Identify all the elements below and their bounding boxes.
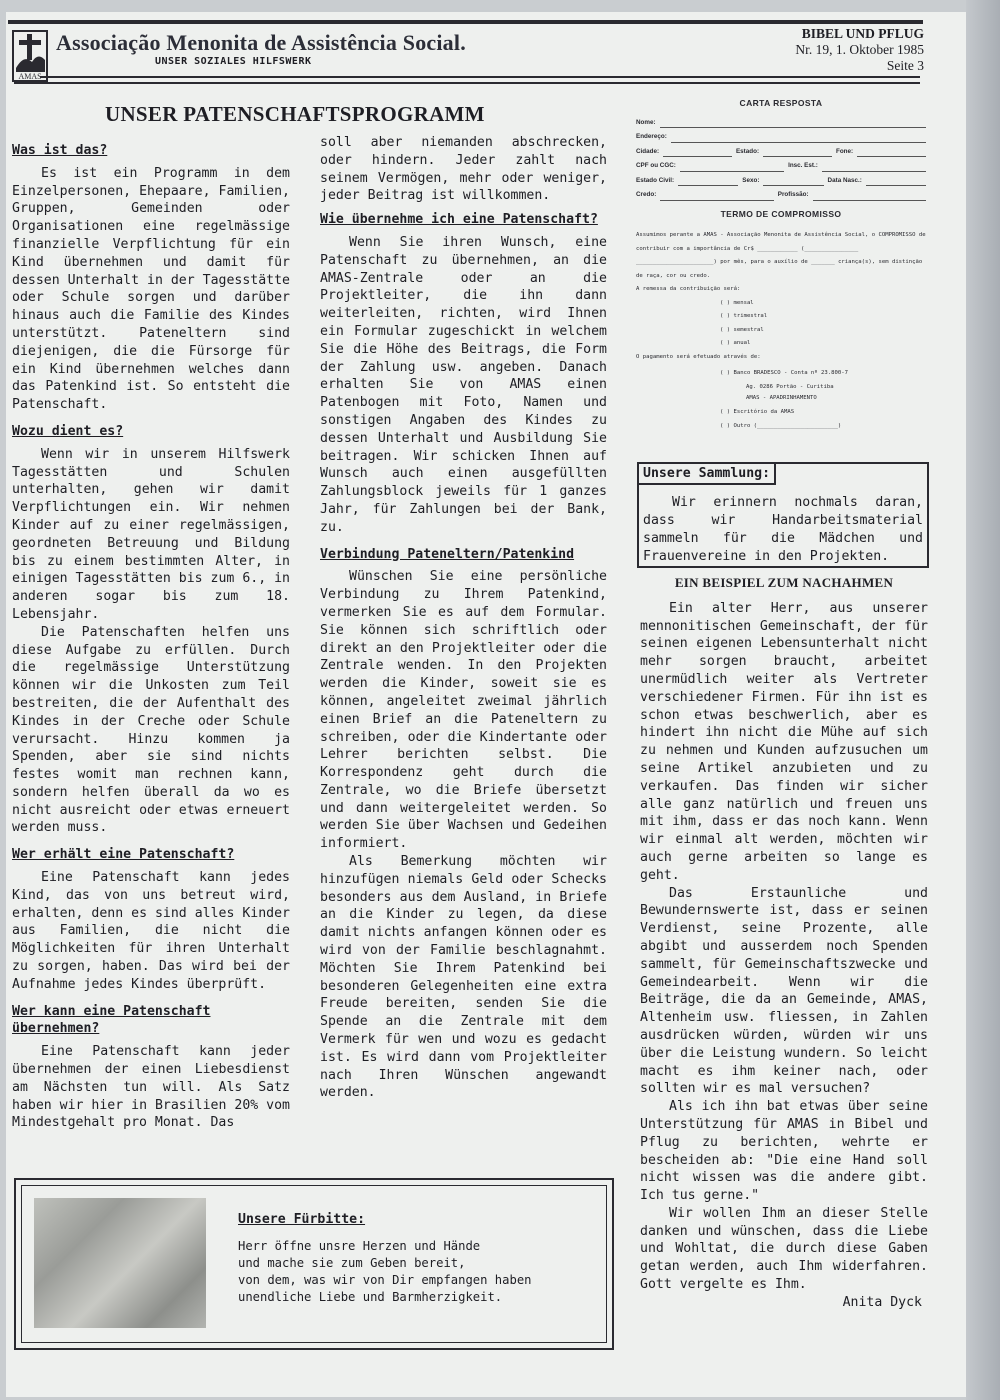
- paragraph: Wenn Sie ihren Wunsch, eine Patenschaft zu übernehmen, an die AMAS-Zentrale oder an die Projektleiter, die ihn dann weiterleiten, richten, wird Ihnen ein Formular zugeschickt in welchem Sie die Höhe des Beitrags, die Form der Zahlung usw. angeben. Danach erhalten Sie von AMAS einen Patenbogen mit Foto, Namen und sonstigen Angaben des Kindes zu dessen Unterhalt und Ausbildung Sie beitragen. Wir schicken Ihnen auf Wunsch auch einen ausgefüllten Zahlungsblock jeweils für 1 ganzes Jahr, für Zahlungen bei der Bank, zu.: [320, 234, 607, 535]
- paragraph: Wünschen Sie eine persönliche Verbindung zu Ihrem Patenkind, vermerken Sie es auf dem Formular. Sie können sich schriftlich oder direkt an den Projektleiter oder die Zentrale wenden. In den Projekten werden die Kinder, soweit sie es können, angeleitet zweimal jährlich einen Brief an die Pateneltern zu schreiben, oder die Kindertante oder Lehrer berichten selbst. Die Korrespondenz geht durch die Zentrale, wo die Briefe übersetzt und dann weitergeleitet werden. So werden Sie über Wachsen und Gedeihen informiert.: [320, 569, 607, 852]
- paragraph: Als ich ihn bat etwas über seine Unterstützung für AMAS in Bibel und Pflug zu berichten, wehrte er bescheiden ab: "Die eine Hand soll nicht wissen was die andere gibt. Ich tus gerne.": [640, 1099, 928, 1204]
- paragraph: Das Erstaunliche und Bewundernswerte ist, dass er seinen Verdienst, seine Prozente, alle abgibt und ausserdem noch Spenden sammelt, für Gemeinschaftszwecke und Gemeindearbeit. Wenn wir die Beiträge, die da an Gemeinde, AMAS, Altenheim usw. fliessen, in Zahlen ausdrücken würden, würden wir uns über die Leistung wundern. So leicht macht es ihm keiner nach, oder sollten wir es mal versuchen?: [640, 885, 928, 1097]
- term-text-1: Assumimos perante a AMAS - Associação Menonita de Assistência Social, o COMPROMISSO de contribuir com a importância de Cr$ ____________ (________________: [636, 232, 926, 252]
- form-row-credo: Credo: Profissão:: [636, 189, 926, 201]
- option-trimestral: ( ) trimestral: [720, 313, 768, 319]
- issue-date: Nr. 19, 1. Oktober 1985: [795, 42, 924, 57]
- heading-verbindung: Verbindung Pateneltern/Patenkind: [320, 546, 575, 562]
- option-mensal: ( ) mensal: [720, 299, 754, 306]
- publication-title: BIBEL UND PFLUG: [801, 26, 924, 41]
- column-2: [320, 134, 607, 1102]
- fuerbitte-title: Unsere Fürbitte:: [238, 1212, 366, 1227]
- option-semestral: ( ) semestral: [720, 326, 764, 333]
- reply-form: [636, 98, 926, 435]
- sammlung-title: Unsere Sammlung:: [639, 464, 776, 485]
- heading-wie-uebernehme: Wie übernehme ich eine Patenschaft?: [320, 212, 598, 228]
- column-1: [12, 136, 290, 1132]
- form-title: CARTA RESPOSTA: [739, 98, 823, 108]
- prayer-line: Herr öffne unsre Herzen und Hände: [238, 1239, 481, 1253]
- heading-wozu-dient-es: Wozu dient es?: [12, 423, 124, 439]
- paragraph: soll aber niemanden abschrecken, oder hindern. Jeder zahlt nach seinem Vermögen, mehr oder weniger, jeder Beitrag ist willkommen.: [320, 135, 607, 204]
- beispiel-title: EIN BEISPIEL ZUM NACHAHMEN: [674, 575, 894, 590]
- praying-hands-photo: [34, 1198, 206, 1328]
- heading-was-ist-das: Was ist das?: [12, 143, 108, 158]
- option-office: ( ) Escritório da AMAS: [720, 409, 795, 415]
- form-row-nome: Nome:: [636, 117, 926, 129]
- organization-subtitle: UNSER SOZIALES HILFSWERK: [155, 56, 312, 67]
- form-row-endereco: Endereço:: [636, 131, 926, 143]
- masthead-rule-bottom: [40, 76, 920, 78]
- prayer-line: unendliche Liebe und Barmherzigkeit.: [238, 1290, 503, 1304]
- form-row-estado-civil: Estado Civil: Sexo: Data Nasc.:: [636, 175, 926, 187]
- author-signature: Anita Dyck: [842, 1294, 922, 1310]
- paragraph: Als Bemerkung möchten wir hinzufügen niemals Geld oder Schecks besonders aus dem Ausland, in Briefe an die Kinder zu legen, da diese damit nichts anfangen können oder es wird von der Familie beschlagnahmt. Möchten Sie Ihrem Patenkind bei besonderen Gelegenheiten eine extra Freude bereiten, senden Sie die Spende an die Zentrale mit dem Vermerk für wen und wozu es gedacht ist. Es wird dann vom Projektleiter nach Ihren Wünschen angewandt werden.: [320, 854, 607, 1101]
- masthead-rule-bottom-2: [14, 82, 920, 84]
- term-text-2: _______________________) por mês, para o auxílio de _______ criança(s), sem distinção de raça, cor ou credo.: [636, 259, 923, 279]
- svg-text:AMAS: AMAS: [18, 72, 42, 81]
- option-anual: ( ) anual: [720, 340, 751, 346]
- page-number: Seite 3: [886, 58, 924, 73]
- paragraph: Wir wollen Ihm an dieser Stelle danken und wünschen, dass die Liebe und Wohltat, die durch diese Gaben getan werden, auch Ihm widerfahren. Gott vergelte es Ihm.: [640, 1205, 928, 1293]
- paragraph: Eine Patenschaft kann jeder übernehmen der einen Liebesdienst am Nächsten tun will. Als Satz haben wir hier in Brasilien 20% vom Mindestgehalt pro Monat. Das: [12, 1044, 290, 1131]
- form-row-cidade: Cidade: Estado: Fone:: [636, 146, 926, 158]
- column-3: [640, 574, 928, 1312]
- amas-logo-icon: [12, 30, 48, 82]
- organization-name: Associação Menonita de Assistência Social.: [56, 30, 466, 55]
- paragraph: Die Patenschaften helfen uns diese Aufgabe zu erfüllen. Durch die regelmässige Unterstützung können wir die Unkosten zum Teil bestreiten, die der Aufenthalt des Kindes in der Creche oder Schule verursacht. Hinzu kommen ja Spenden, aber sie sind nichts festes womit man rechnen kann, sondern helfen überall da wo es nicht ausreicht oder etwas erneuert werden muss.: [12, 624, 290, 836]
- bank-account-name: AMAS - APADRINHAMENTO: [746, 395, 817, 401]
- prayer-line: von dem, was wir von Dir empfangen haben: [238, 1273, 532, 1287]
- heading-wer-erhaelt: Wer erhält eine Patenschaft?: [12, 847, 235, 863]
- term-title: TERMO DE COMPROMISSO: [720, 208, 842, 219]
- prayer-line: und mache sie zum Geben bereit,: [238, 1256, 466, 1270]
- paragraph: Es ist ein Programm in dem Einzelpersonen, Ehepaare, Familien, Gruppen, Gemeinden oder Organisationen eine regelmässige finanzielle Verpflichtung für ein Kind übernehmen und damit für dessen Unterhalt in der Tagesstätte oder Schule sorgen und darüber hinaus auch die Familie des Kindes unterstützt. Pateneltern sind diejenigen, die die Fürsorge für ein Kind übernehmen welches dann das Patenkind ist. So entsteht die Patenschaft.: [12, 165, 290, 413]
- sammlung-box: [637, 462, 929, 568]
- option-bank: ( ) Banco BRADESCO - Conta nº 23.800-7: [720, 370, 848, 376]
- payment-label: O pagamento será efetuado através de:: [636, 353, 761, 360]
- option-other: ( ) Outro (________________________): [720, 423, 842, 429]
- remessa-label: A remessa da contribuição será:: [636, 286, 741, 292]
- paragraph: Wenn wir in unserem Hilfswerk Tagesstätten und Schulen unterhalten, gehen wir damit Verpflichtungen ein. Wir nehmen Kinder auf zu einer regelmässigen, geordneten Betreuung und Bildung bis zu einem bestimmten Alter, in einigen Tagesstätten bis zum 6., in anderen sogar bis zum 18. Lebensjahr.: [12, 446, 290, 622]
- fuerbitte-box: [14, 1178, 614, 1350]
- paragraph: Eine Patenschaft kann jedes Kind, das von uns betreut wird, erhalten, denn es sind alles Kinder aus Familien, die nicht die Möglichkeiten für ihren Unterhalt zu sorgen, haben. Das wird bei der Aufnahme jedes Kindes überprüft.: [12, 870, 290, 992]
- publication-info: [795, 26, 924, 74]
- masthead-rule-top: [8, 20, 923, 24]
- form-row-cpf: CPF ou CGC: Insc. Est.:: [636, 160, 926, 172]
- binding-edge: [966, 0, 1000, 1400]
- paragraph: Ein alter Herr, aus unserer mennonitischen Gemeinschaft, der für seinen eigenen Lebensunterhalt nicht mehr sorgen braucht, arbeitet unermüdlich weiter als Vertreter verschiedener Firmen. Für ihn ist es schon etwas beschwerlich, aber es hindert ihn nicht die Mühe auf sich zu nehmen und Kunden aufzusuchen um seine Artikel anzubieten und zu verkaufen. Das finden wir sicher alle ganz natürlich und freuen uns mit ihm, dass er das noch kann. Wenn wir einmal alt werden, möchten wir auch gerne arbeiten so lange es geht.: [640, 600, 928, 883]
- sammlung-text: Wir erinnern nochmals daran, dass wir Handarbeitsmaterial sammeln für die Mädchen und Frauenvereine in den Projekten.: [643, 495, 923, 564]
- article-title: UNSER PATENSCHAFTSPROGRAMM: [105, 102, 485, 126]
- bank-branch: Ag. 0286 Portão - Curitiba: [746, 384, 834, 390]
- fuerbitte-prayer: [238, 1238, 593, 1306]
- heading-wer-kann: Wer kann eine Patenschaft übernehmen?: [12, 1003, 211, 1037]
